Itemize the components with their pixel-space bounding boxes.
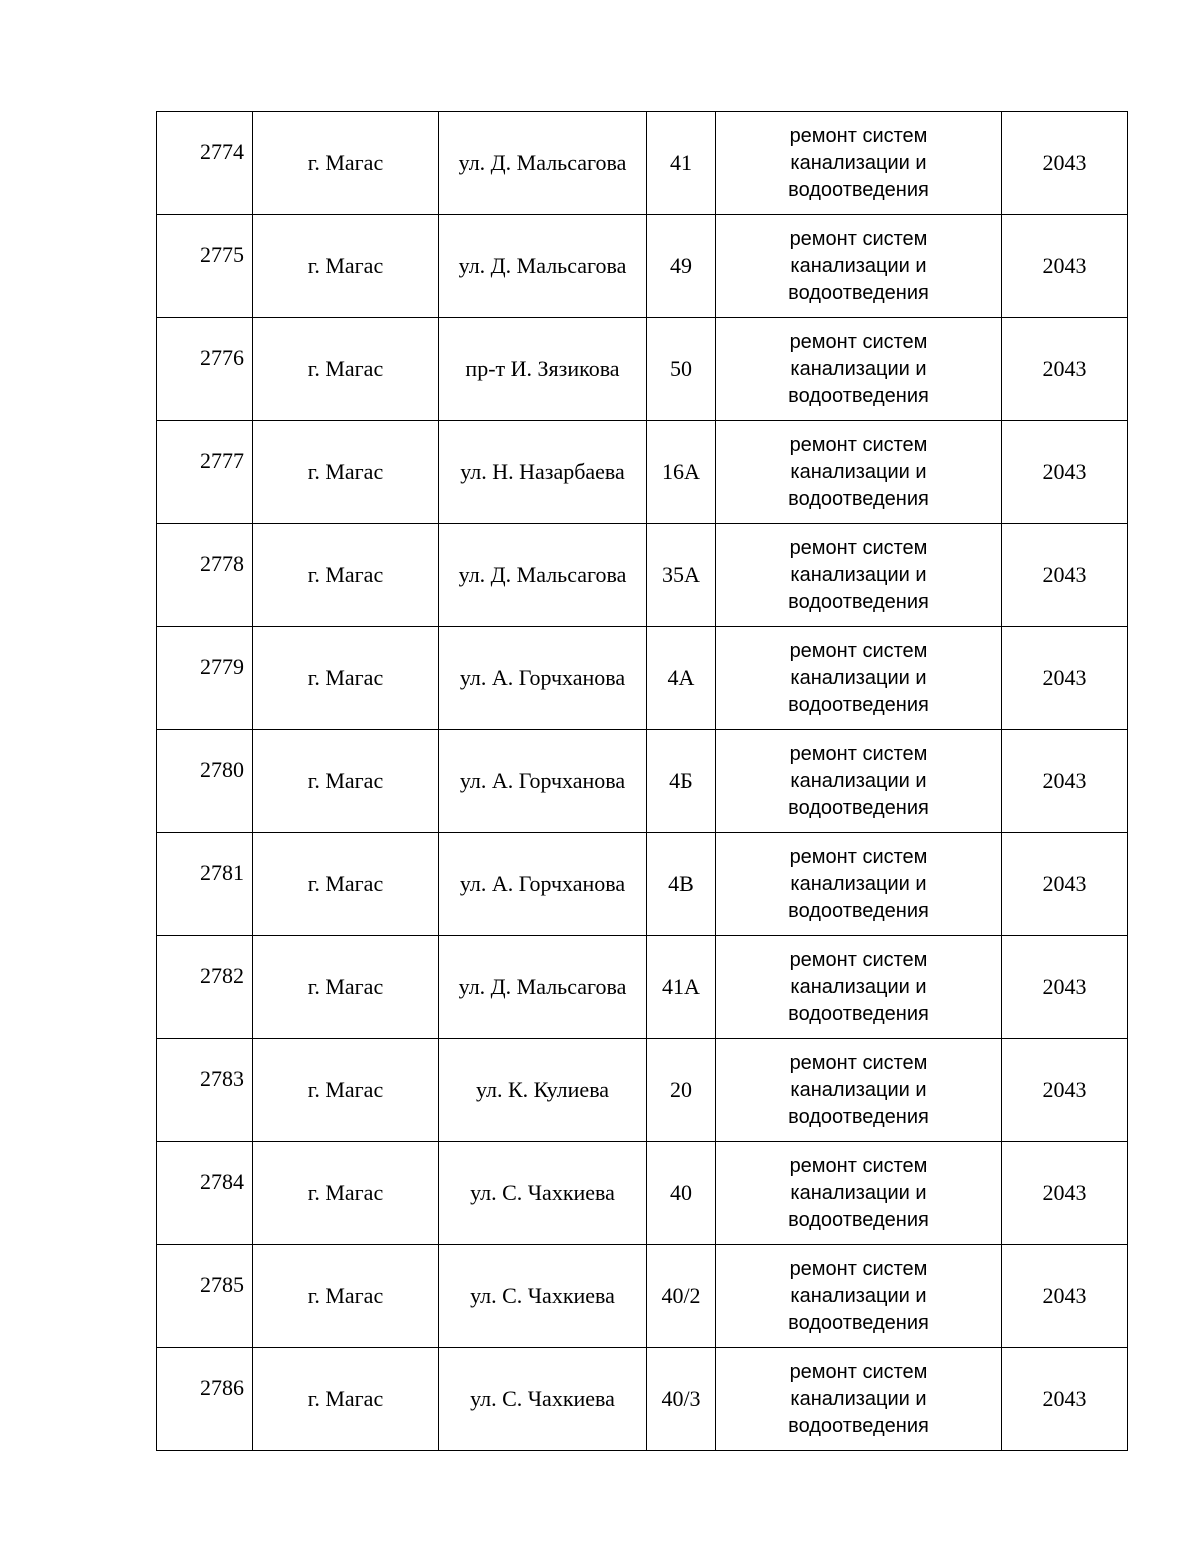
- year-cell: 2043: [1002, 936, 1128, 1039]
- street-cell: ул. Н. Назарбаева: [439, 421, 647, 524]
- work-type-line: канализации и: [790, 357, 927, 380]
- table-row: [157, 1245, 1128, 1348]
- year-cell: 2043: [1002, 1348, 1128, 1451]
- work-type-line: водоотведения: [788, 178, 929, 201]
- street-cell: ул. С. Чахкиева: [439, 1142, 647, 1245]
- city-cell: г. Магас: [253, 1142, 439, 1245]
- work-type-line: водоотведения: [788, 899, 929, 922]
- table-row: [157, 112, 1128, 215]
- work-type-line: канализации и: [790, 975, 927, 998]
- table-row: [157, 215, 1128, 318]
- work-type-cell: [716, 1245, 1002, 1348]
- work-type-cell: [716, 627, 1002, 730]
- row-number-cell: 2783: [157, 1039, 253, 1142]
- city-cell: г. Магас: [253, 730, 439, 833]
- house-number-cell: 4А: [647, 627, 716, 730]
- work-type-cell: [716, 1348, 1002, 1451]
- work-type-line: канализации и: [790, 1284, 927, 1307]
- work-type-line: водоотведения: [788, 1002, 929, 1025]
- street-cell: ул. С. Чахкиева: [439, 1245, 647, 1348]
- work-type-line: ремонт систем: [789, 1360, 928, 1383]
- street-cell: ул. А. Горчханова: [439, 730, 647, 833]
- work-type-line: водоотведения: [788, 384, 929, 407]
- city-cell: г. Магас: [253, 833, 439, 936]
- city-cell: г. Магас: [253, 1348, 439, 1451]
- work-type-cell: [716, 215, 1002, 318]
- street-cell: пр-т И. Зязикова: [439, 318, 647, 421]
- row-number-cell: 2777: [157, 421, 253, 524]
- work-type-line: ремонт систем: [789, 330, 928, 353]
- table-row: [157, 318, 1128, 421]
- work-type-line: ремонт систем: [789, 227, 928, 250]
- house-number-cell: 4Б: [647, 730, 716, 833]
- city-cell: г. Магас: [253, 421, 439, 524]
- work-type-line: ремонт систем: [789, 1154, 928, 1177]
- work-type-line: водоотведения: [788, 1311, 929, 1334]
- year-cell: 2043: [1002, 1039, 1128, 1142]
- table-row: [157, 524, 1128, 627]
- table-row: [157, 1142, 1128, 1245]
- house-number-cell: 50: [647, 318, 716, 421]
- house-number-cell: 35А: [647, 524, 716, 627]
- work-type-line: ремонт систем: [789, 124, 928, 147]
- row-number-cell: 2786: [157, 1348, 253, 1451]
- city-cell: г. Магас: [253, 627, 439, 730]
- work-type-line: канализации и: [790, 563, 927, 586]
- city-cell: г. Магас: [253, 1245, 439, 1348]
- row-number-cell: 2778: [157, 524, 253, 627]
- house-number-cell: 20: [647, 1039, 716, 1142]
- work-type-line: канализации и: [790, 460, 927, 483]
- table-body: [157, 112, 1128, 1451]
- work-type-line: водоотведения: [788, 1414, 929, 1437]
- work-type-line: ремонт систем: [789, 845, 928, 868]
- work-type-line: канализации и: [790, 769, 927, 792]
- table-row: [157, 1348, 1128, 1451]
- work-type-line: канализации и: [790, 666, 927, 689]
- work-type-line: ремонт систем: [789, 742, 928, 765]
- table-row: [157, 730, 1128, 833]
- street-cell: ул. А. Горчханова: [439, 833, 647, 936]
- work-type-cell: [716, 112, 1002, 215]
- housing-repair-table: [156, 111, 1128, 1451]
- table-row: [157, 627, 1128, 730]
- table-row: [157, 833, 1128, 936]
- work-type-line: ремонт систем: [789, 536, 928, 559]
- table-row: [157, 936, 1128, 1039]
- street-cell: ул. Д. Мальсагова: [439, 524, 647, 627]
- row-number-cell: 2784: [157, 1142, 253, 1245]
- work-type-line: водоотведения: [788, 487, 929, 510]
- work-type-line: водоотведения: [788, 693, 929, 716]
- work-type-cell: [716, 421, 1002, 524]
- work-type-line: водоотведения: [788, 590, 929, 613]
- work-type-line: канализации и: [790, 254, 927, 277]
- work-type-line: канализации и: [790, 1387, 927, 1410]
- house-number-cell: 41: [647, 112, 716, 215]
- house-number-cell: 16А: [647, 421, 716, 524]
- work-type-line: канализации и: [790, 151, 927, 174]
- year-cell: 2043: [1002, 730, 1128, 833]
- house-number-cell: 49: [647, 215, 716, 318]
- house-number-cell: 41А: [647, 936, 716, 1039]
- row-number-cell: 2779: [157, 627, 253, 730]
- city-cell: г. Магас: [253, 318, 439, 421]
- house-number-cell: 40: [647, 1142, 716, 1245]
- street-cell: ул. С. Чахкиева: [439, 1348, 647, 1451]
- work-type-line: водоотведения: [788, 1208, 929, 1231]
- street-cell: ул. А. Горчханова: [439, 627, 647, 730]
- work-type-cell: [716, 936, 1002, 1039]
- row-number-cell: 2780: [157, 730, 253, 833]
- house-number-cell: 4В: [647, 833, 716, 936]
- work-type-line: водоотведения: [788, 796, 929, 819]
- street-cell: ул. Д. Мальсагова: [439, 112, 647, 215]
- year-cell: 2043: [1002, 215, 1128, 318]
- work-type-line: ремонт систем: [789, 948, 928, 971]
- work-type-cell: [716, 833, 1002, 936]
- year-cell: 2043: [1002, 421, 1128, 524]
- work-type-line: ремонт систем: [789, 639, 928, 662]
- table-row: [157, 421, 1128, 524]
- city-cell: г. Магас: [253, 524, 439, 627]
- house-number-cell: 40/2: [647, 1245, 716, 1348]
- year-cell: 2043: [1002, 524, 1128, 627]
- city-cell: г. Магас: [253, 215, 439, 318]
- work-type-line: канализации и: [790, 1181, 927, 1204]
- row-number-cell: 2781: [157, 833, 253, 936]
- street-cell: ул. Д. Мальсагова: [439, 215, 647, 318]
- work-type-cell: [716, 318, 1002, 421]
- work-type-cell: [716, 1142, 1002, 1245]
- work-type-cell: [716, 1039, 1002, 1142]
- table-row: [157, 1039, 1128, 1142]
- work-type-line: ремонт систем: [789, 1257, 928, 1280]
- row-number-cell: 2775: [157, 215, 253, 318]
- year-cell: 2043: [1002, 1142, 1128, 1245]
- work-type-cell: [716, 524, 1002, 627]
- street-cell: ул. Д. Мальсагова: [439, 936, 647, 1039]
- year-cell: 2043: [1002, 833, 1128, 936]
- row-number-cell: 2782: [157, 936, 253, 1039]
- year-cell: 2043: [1002, 112, 1128, 215]
- house-number-cell: 40/3: [647, 1348, 716, 1451]
- row-number-cell: 2776: [157, 318, 253, 421]
- year-cell: 2043: [1002, 1245, 1128, 1348]
- city-cell: г. Магас: [253, 112, 439, 215]
- work-type-cell: [716, 730, 1002, 833]
- work-type-line: канализации и: [790, 872, 927, 895]
- work-type-line: канализации и: [790, 1078, 927, 1101]
- city-cell: г. Магас: [253, 936, 439, 1039]
- work-type-line: ремонт систем: [789, 433, 928, 456]
- row-number-cell: 2785: [157, 1245, 253, 1348]
- work-type-line: водоотведения: [788, 281, 929, 304]
- street-cell: ул. К. Кулиева: [439, 1039, 647, 1142]
- year-cell: 2043: [1002, 627, 1128, 730]
- year-cell: 2043: [1002, 318, 1128, 421]
- city-cell: г. Магас: [253, 1039, 439, 1142]
- row-number-cell: 2774: [157, 112, 253, 215]
- work-type-line: водоотведения: [788, 1105, 929, 1128]
- work-type-line: ремонт систем: [789, 1051, 928, 1074]
